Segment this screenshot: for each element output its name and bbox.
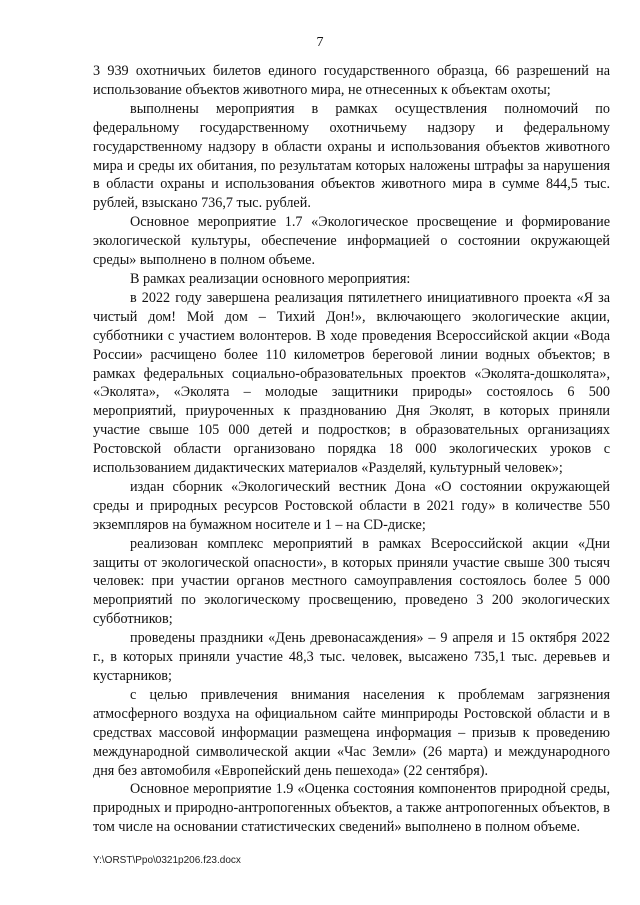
file-path-footer: Y:\ORST\Ppo\0321p206.f23.docx xyxy=(93,855,241,866)
paragraph: выполнены мероприятия в рамках осуществления полномочий по федеральному государственному охотничьему надзору и федеральному государственному надзору в области охраны и использования объектов животного мира и среды их обитания, по результатам которых наложены штрафы за нарушения в области охраны и использования объектов животного мира в сумме 844,5 тыс. рублей, взыскано 736,7 тыс. рублей. xyxy=(93,100,610,212)
paragraph: Основное мероприятие 1.9 «Оценка состояния компонентов природной среды, природных и природно-антропогенных объектов, а также антропогенных объектов, в том числе на основании статистических сведений» выполнено в полном объеме. xyxy=(93,781,610,836)
paragraph: издан сборник «Экологический вестник Дона «О состоянии окружающей среды и природных ресурсов Ростовской области в 2021 году» в количестве 550 экземпляров на бумажном носителе и 1 – на CD-диске; xyxy=(93,478,610,533)
paragraph: проведены праздники «День древонасаждения» – 9 апреля и 15 октября 2022 г., в которых приняли участие 48,3 тыс. человек, высажено 735,1 тыс. деревьев и кустарников; xyxy=(93,630,610,684)
paragraph: В рамках реализации основного мероприятия: xyxy=(130,270,411,287)
paragraph: с целью привлечения внимания населения к проблемам загрязнения атмосферного воздуха на официальном сайте минприроды Ростовской области и в средствах массовой информации размещена информация – призыв к проведению международной символической акции «Час Земли» (26 марта) и международного дня без автомобиля «Европейский день пешехода» (22 сентября). xyxy=(93,686,610,779)
paragraph: Основное мероприятие 1.7 «Экологическое просвещение и формирование экологической культуры, обеспечение информацией о состоянии окружающей среды» выполнено в полном объеме. xyxy=(93,214,610,269)
paragraph: реализован комплекс мероприятий в рамках Всероссийской акции «Дни защиты от экологической опасности», в которых приняли участие свыше 300 тысяч человек: при участии органов местного самоуправления состоялось более 5 000 мероприятий по экологическому просвещению, проведено 3 200 экологических субботников; xyxy=(93,535,610,628)
paragraph: 3 939 охотничьих билетов единого государственного образца, 66 разрешений на использование объектов животного мира, не отнесенных к объектам охоты; xyxy=(93,63,610,98)
paragraph: в 2022 году завершена реализация пятилетнего инициативного проекта «Я за чистый дом! Мой дом – Тихий Дон!», включающего экологические акции, субботники с участием волонтеров. В ходе проведения Всероссийской акции «Вода России» расчищено более 110 километров береговой линии водных объектов; в рамках федеральных социально-образовательных проектов «Эколята-дошколята», «Эколята», «Эколята – молодые защитники природы» состоялось 6 500 мероприятий, приуроченных к празднованию Дня Эколят, в которых приняли участие свыше 105 000 детей и подростков; в образовательных организациях Ростовской области организовано порядка 18 000 экологических уроков с использованием дидактических материалов «Разделяй, культурный человек»; xyxy=(93,289,610,477)
document-body xyxy=(93,62,610,837)
page-number: 7 xyxy=(316,35,324,50)
